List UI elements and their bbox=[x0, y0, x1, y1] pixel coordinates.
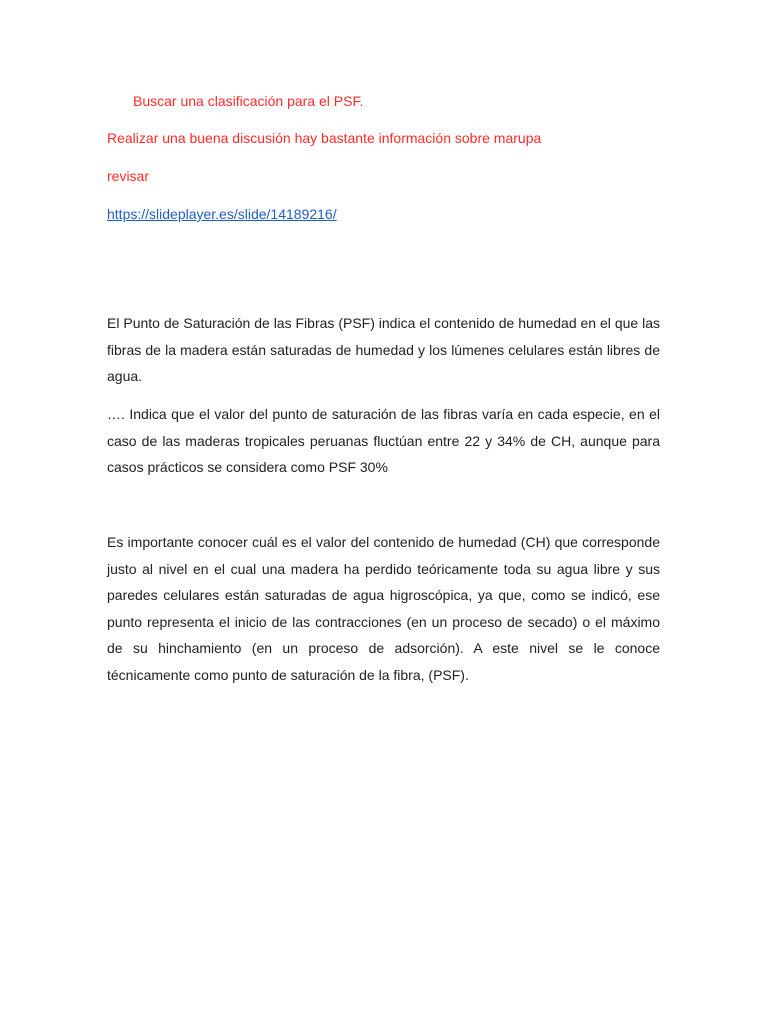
note-discussion: Realizar una buena discusión hay bastante información sobre marupa bbox=[107, 130, 542, 146]
paragraph-psf-species: …. Indica que el valor del punto de saturación de las fibras varía en cada especie, en el caso de las maderas tropicales peruanas fluctúan entre 22 y 34% de CH, aunque para casos prácticos se considera como PSF 30% bbox=[107, 406, 660, 475]
note-classification: Buscar una clasificación para el PSF. bbox=[133, 93, 364, 109]
paragraph-psf-importance: Es importante conocer cuál es el valor del contenido de humedad (CH) que corresponde justo al nivel en el cual una madera ha perdido teóricamente toda su agua libre y sus paredes celulares están saturadas de agua higroscópica, ya que, como se indicó, ese punto representa el inicio de las contracciones (en un proceso de secado) o el máximo de su hinchamiento (en un proceso de adsorción). A este nivel se le conoce técnicamente como punto de saturación de la fibra, (PSF). bbox=[107, 534, 660, 683]
slideplayer-link[interactable]: https://slideplayer.es/slide/14189216/ bbox=[107, 206, 337, 222]
note-review: revisar bbox=[107, 168, 150, 184]
paragraph-psf-definition: El Punto de Saturación de las Fibras (PSF) indica el contenido de humedad en el que las fibras de la madera están saturadas de humedad y los lúmenes celulares están libres de agua. bbox=[107, 315, 660, 384]
